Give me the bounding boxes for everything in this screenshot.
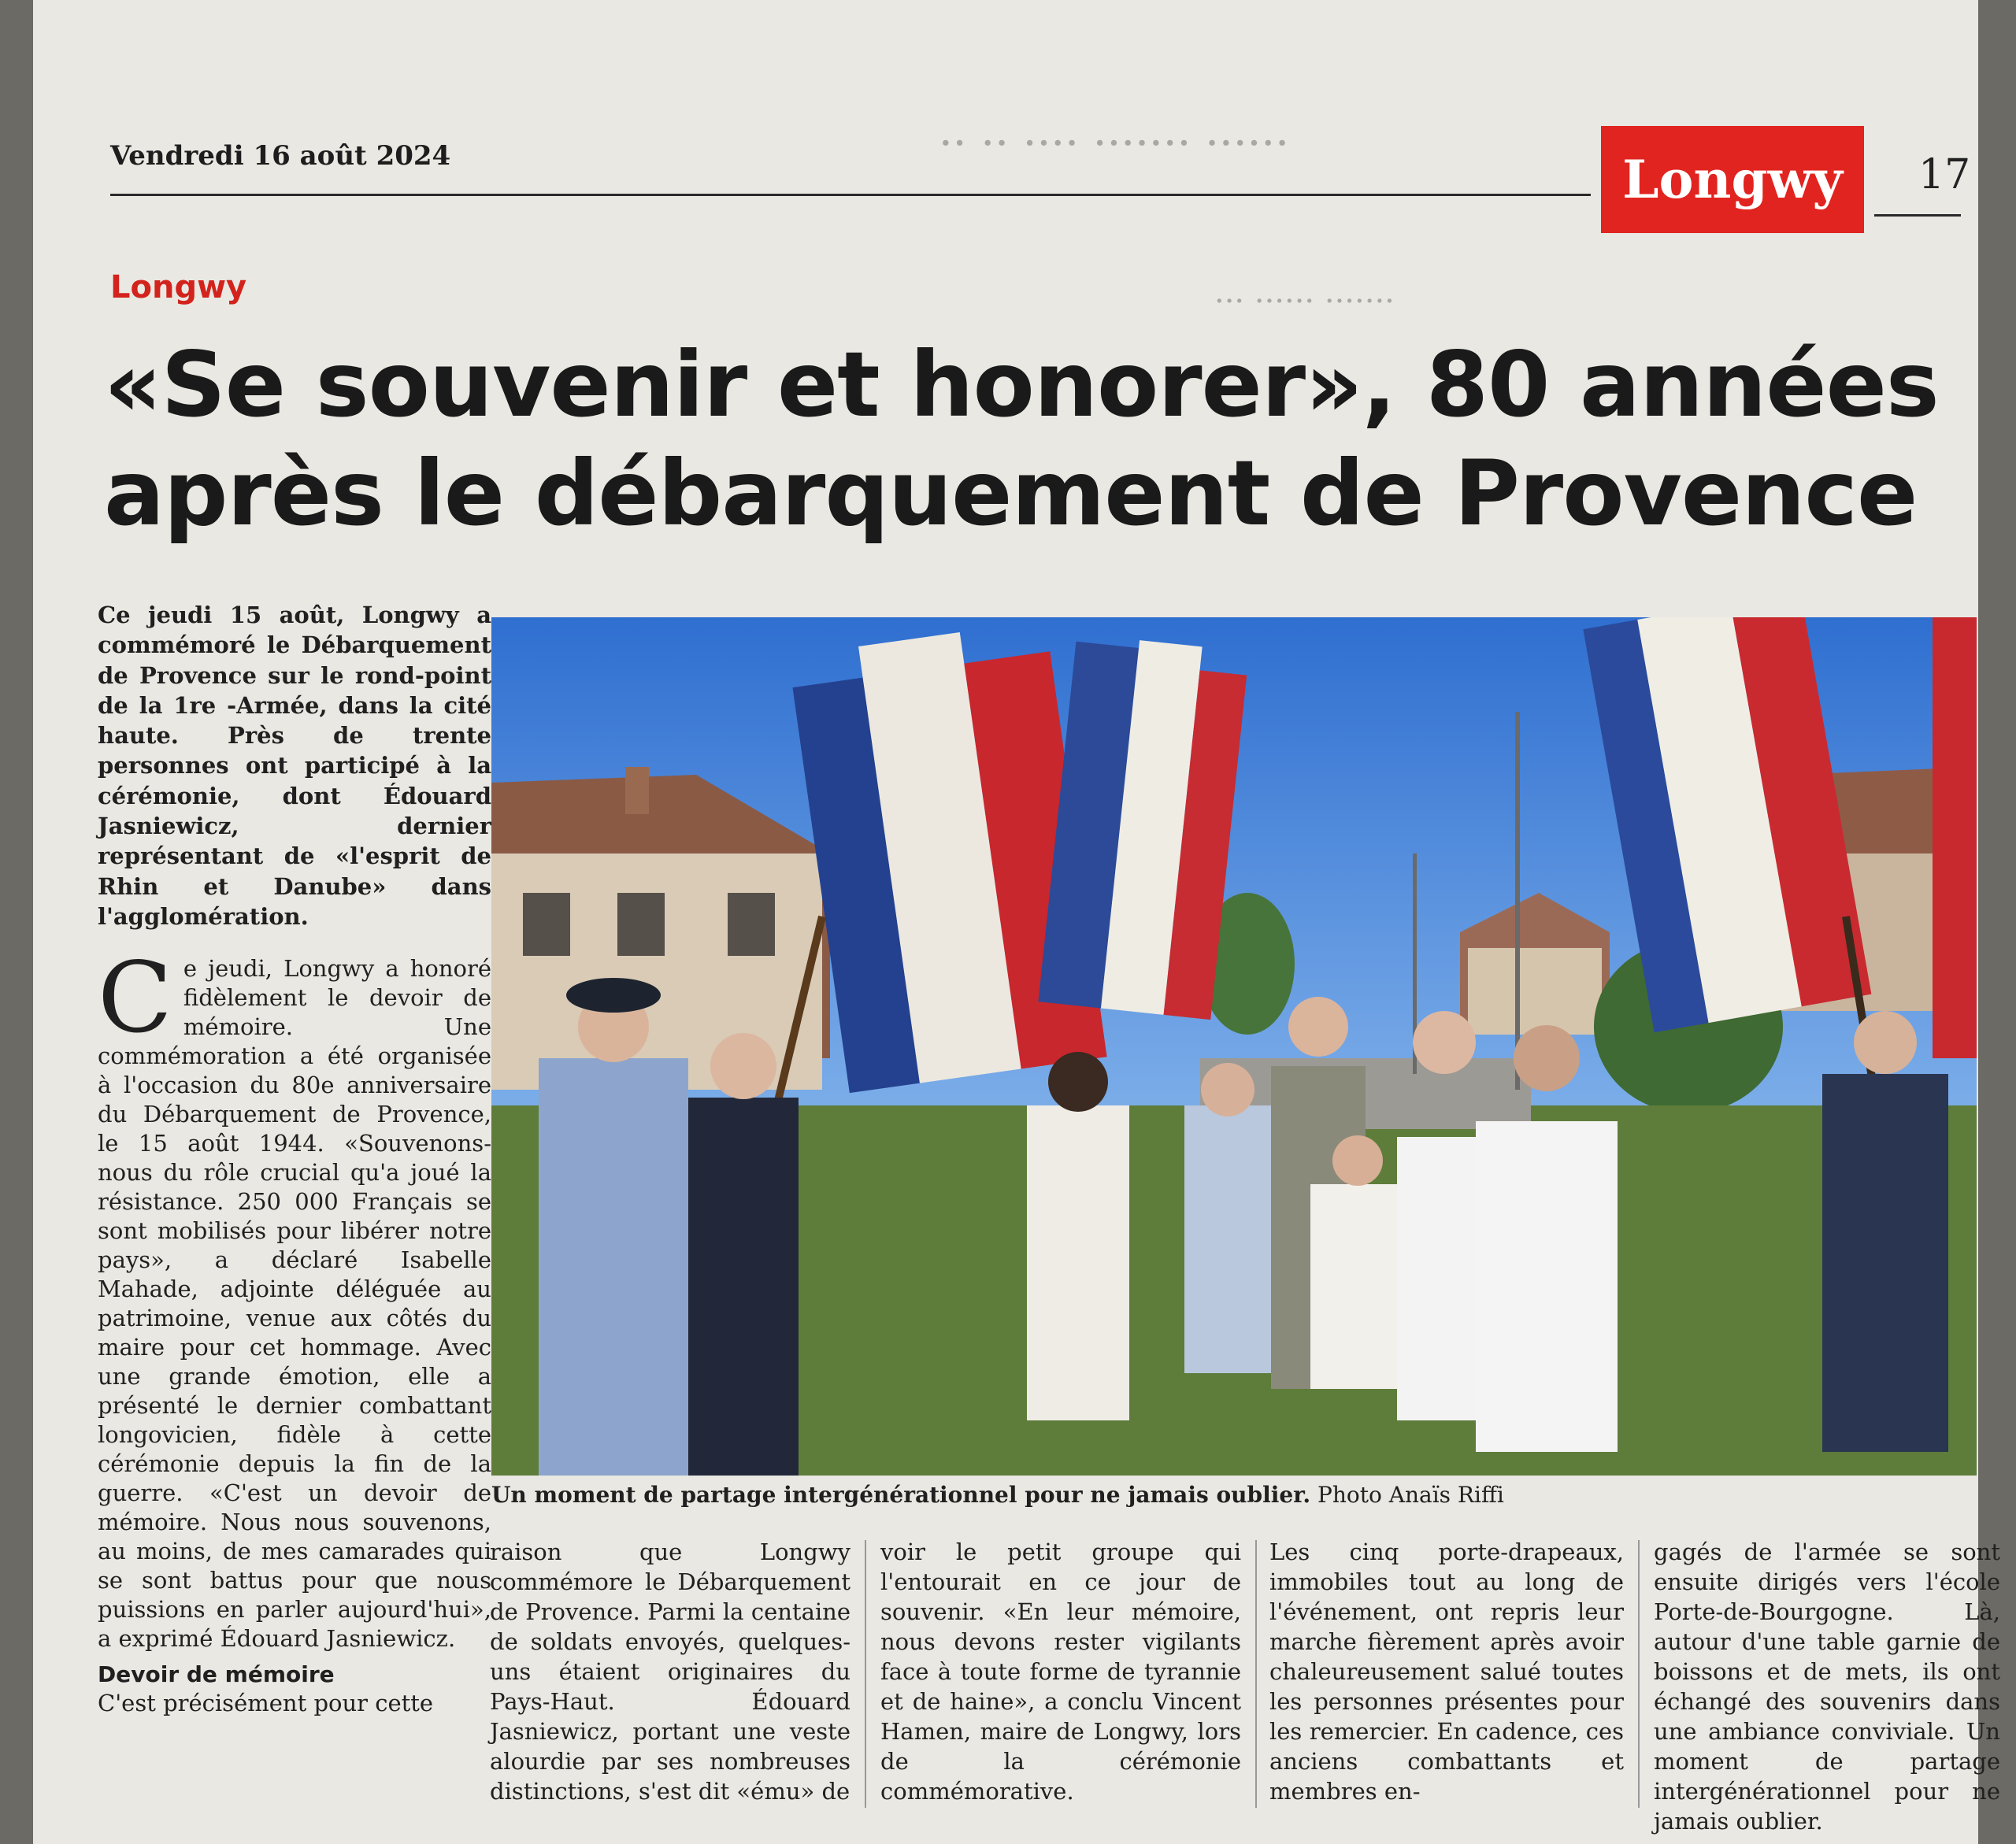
- body-text: C'est précisément pour cette: [98, 1690, 434, 1716]
- body-text: gagés de l'armée se sont ensuite dirigés vers l'école Porte-de-Bourgogne. Là, autour d'une table garnie de boissons et de mets, ils ont échangé des souvenirs dans une ambiance conviviale. Un moment de partage intergénérationnel pour ne jamais oublier.: [1654, 1539, 2000, 1835]
- article-kicker: Longwy: [110, 269, 247, 305]
- body-column-2: [490, 1537, 850, 1806]
- photo-caption-line: [491, 1482, 1977, 1508]
- header-rule: [110, 194, 1591, 196]
- body-text: voir le petit groupe qui l'entourait en ce jour de souvenir. «En leur mémoire, nous devons rester vigilants face à toute forme de tyrannie et de haine», a conclu Vincent Hamen, maire de Longwy, lors de la cérémonie commémorative.: [880, 1539, 1241, 1805]
- subheading: Devoir de mémoire: [98, 1661, 335, 1687]
- header-rule-right: [1874, 214, 1961, 217]
- page-number: 17: [1918, 151, 1971, 198]
- body-column-5: [1654, 1537, 2000, 1836]
- article-lead: Ce jeudi 15 août, Longwy a commémoré le Débarquement de Provence sur le rond-point de la 1re -Armée, dans la cité haute. Près de trente personnes ont participé à la cérémonie, dont Édouard Jasniewicz, dernier représentant de «l'esprit de Rhin et Danube» dans l'agglomération.: [98, 602, 491, 930]
- issue-date: Vendredi 16 août 2024: [110, 140, 451, 172]
- photo-credit: Photo Anaïs Riffi: [1317, 1482, 1504, 1508]
- body-text: Les cinq porte-drapeaux, immobiles tout au long de l'événement, ont repris leur marche fièrement après avoir chaleureusement salué toutes les personnes présentes pour les remercier. En cadence, ces anciens combattants et membres en-: [1269, 1539, 1624, 1805]
- article-title: «Se souvenir et honorer», 80 années après le débarquement de Provence: [104, 332, 1939, 546]
- body-text: raison que Longwy commémore le Débarquement de Provence. Parmi la centaine de soldats envoyés, quelques-uns étaient originaires du Pays-Haut. Édouard Jasniewicz, portant une veste alourdie par ses nombreuses distinctions, s'est dit «ému» de: [490, 1539, 850, 1805]
- bleed-through-text: ·· ·· ···· ······· ······: [939, 118, 1290, 169]
- column-rule: [1255, 1540, 1257, 1808]
- body-column-4: [1269, 1537, 1624, 1806]
- photo-flag: [1933, 617, 1977, 1058]
- article-photo: [491, 617, 1977, 1476]
- photo-caption: Un moment de partage intergénérationnel pour ne jamais oublier.: [491, 1482, 1311, 1508]
- column-rule: [1638, 1540, 1640, 1808]
- section-logo: Longwy: [1601, 126, 1864, 233]
- column-rule: [865, 1540, 866, 1808]
- body-column-1: [98, 942, 491, 1718]
- drop-cap: C: [98, 942, 172, 1055]
- body-column-3: [880, 1537, 1241, 1806]
- bleed-through-text: ··· ······ ·······: [1214, 283, 1395, 320]
- body-text: e jeudi, Longwy a honoré fidèlement le devoir de mémoire. Une commémoration a été organisée à l'occasion du 80e anniversaire du Débarquement de Provence, le 15 août 1944. «Souvenons-nous du rôle crucial qu'a joué la résistance. 250 000 Français se sont mobilisés pour libérer notre pays», a déclaré Isabelle Mahade, adjointe déléguée au patrimoine, venue aux côtés du maire pour cet hommage. Avec une grande émotion, elle a présenté le dernier combattant longovicien, fidèle à cette cérémonie depuis la fin de la guerre. «C'est un devoir de mémoire. Nous nous souvenons, au moins, de mes camarades qui se sont battus pour que nous puissions en parler aujourd'hui», a exprimé Édouard Jasniewicz.: [98, 955, 491, 1652]
